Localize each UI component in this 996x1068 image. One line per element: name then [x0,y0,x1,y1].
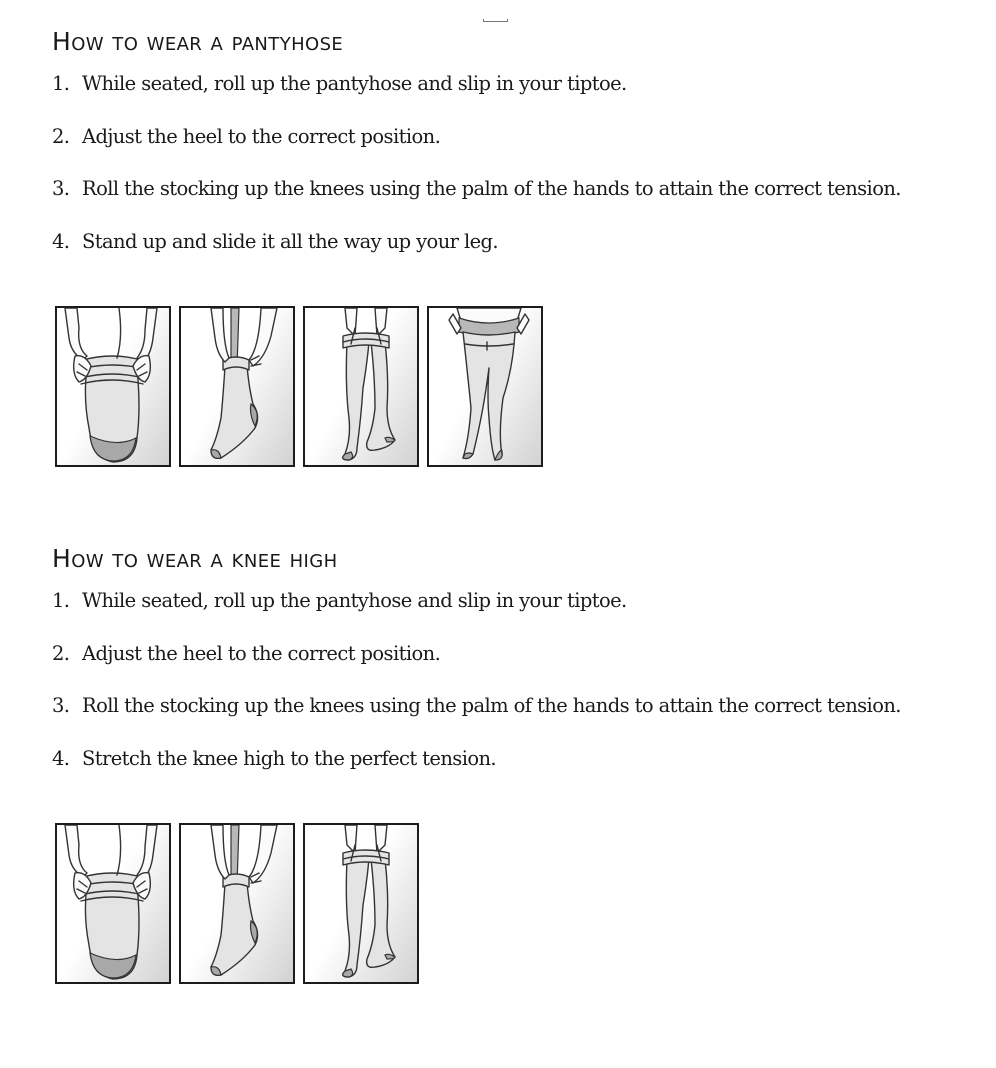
illustration-step-1 [55,823,171,984]
step-item [52,58,972,111]
step-text: While seated, roll up the pantyhose and slip in your tiptoe. [82,589,627,612]
step-item [52,163,972,216]
step-item [52,680,972,733]
step-item [52,111,972,164]
step-number: 4. [52,746,70,770]
step-text: Stretch the knee high to the perfect tension. [82,746,497,770]
step-text: While seated, roll up the pantyhose and slip in your tiptoe. [82,72,627,95]
knee-high-section [52,543,972,785]
step-text: Roll the stocking up the knees using the palm of the hands to attain the correct tension. [82,177,901,200]
step-text: Roll the stocking up the knees using the palm of the hands to attain the correct tension. [82,694,901,717]
step-number: 4. [52,229,70,253]
step-text: Adjust the heel to the correct position. [82,641,441,665]
illustration-step-3 [303,823,419,984]
step-number: 3. [52,177,70,200]
step-number: 2. [52,124,70,148]
section-heading: How to wear a pantyhose [52,27,344,56]
step-item [52,216,972,269]
illustration-step-2 [179,306,295,467]
steps-list [52,58,972,268]
step-item [52,733,972,786]
step-item [52,628,972,681]
step-text: Adjust the heel to the correct position. [82,124,441,148]
step-number: 3. [52,694,70,717]
illustration-step-4 [427,306,543,467]
illustration-step-2 [179,823,295,984]
pantyhose-section [52,26,972,268]
step-text: Stand up and slide it all the way up your leg. [82,229,499,253]
top-mark [483,19,508,22]
knee-high-illustrations [55,823,419,984]
step-number: 2. [52,641,70,665]
illustration-step-1 [55,306,171,467]
illustration-step-3 [303,306,419,467]
step-number: 1. [52,72,70,95]
step-number: 1. [52,589,70,612]
step-item [52,575,972,628]
steps-list [52,575,972,785]
pantyhose-illustrations [55,306,543,467]
section-heading: How to wear a knee high [52,544,338,573]
